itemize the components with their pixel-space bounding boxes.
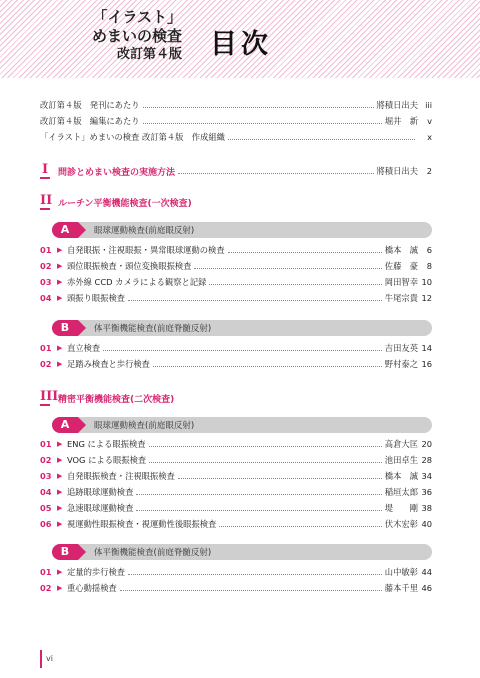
entry-page: 34 bbox=[421, 471, 432, 481]
leader-dots bbox=[128, 574, 382, 575]
entry-author: 牛尾宗貴 bbox=[384, 293, 418, 303]
arrow-icon: ▶ bbox=[57, 504, 63, 512]
toc-entry[interactable] bbox=[40, 98, 432, 112]
chapter-number: I bbox=[41, 162, 49, 177]
book-title bbox=[62, 8, 182, 64]
entry-number: 02 bbox=[40, 359, 52, 369]
chapter-title: 問診とめまい検査の実施方法 bbox=[58, 167, 176, 178]
leader-dots bbox=[136, 494, 381, 495]
toc-entry[interactable] bbox=[40, 114, 432, 128]
toc-entry[interactable] bbox=[40, 453, 432, 467]
arrow-icon: ▶ bbox=[57, 456, 63, 464]
entry-title: 定量的歩行検査 bbox=[67, 567, 126, 577]
entry-title: 自発眼振・注視眼振・異常眼球運動の検査 bbox=[67, 245, 225, 255]
entry-page: 28 bbox=[421, 455, 432, 465]
leader-dots bbox=[143, 107, 374, 108]
entry-author: 將積日出夫 bbox=[376, 100, 418, 110]
leader-dots bbox=[128, 300, 382, 301]
entry-author: 堤 剛 bbox=[384, 503, 418, 513]
toc-entry[interactable] bbox=[40, 501, 432, 515]
entry-author: 吉田友英 bbox=[384, 343, 418, 353]
leader-dots bbox=[149, 446, 382, 447]
entry-author: 橋本 誠 bbox=[384, 471, 418, 481]
leader-dots bbox=[178, 173, 373, 174]
book-title-line2: めまいの検査 bbox=[91, 27, 182, 45]
leader-dots bbox=[143, 123, 382, 124]
toc-heading: 目次 bbox=[210, 29, 272, 60]
section-bar bbox=[52, 417, 432, 433]
section-bar bbox=[52, 222, 432, 238]
entry-page: 6 bbox=[426, 245, 432, 255]
entry-title: 「イラスト」めまいの検査 改訂第４版 作成組織 bbox=[40, 132, 225, 142]
entry-number: 03 bbox=[40, 471, 52, 481]
chapter-heading[interactable] bbox=[40, 162, 432, 180]
entry-page: 20 bbox=[421, 439, 432, 449]
entry-number: 02 bbox=[40, 261, 52, 271]
leader-dots bbox=[103, 350, 382, 351]
entry-title: 頭振り眼振検査 bbox=[67, 293, 126, 303]
page-number: vi bbox=[46, 654, 53, 663]
entry-author: 岡田智幸 bbox=[384, 277, 418, 287]
arrow-icon: ▶ bbox=[57, 440, 63, 448]
section-label: 眼球運動検査(前庭眼反射) bbox=[94, 226, 195, 236]
entry-page: 40 bbox=[421, 519, 432, 529]
entry-author: 藤本千里 bbox=[384, 583, 418, 593]
entry-page: 14 bbox=[421, 343, 432, 353]
section-letter: B bbox=[52, 320, 78, 336]
entry-author: 伏木宏彰 bbox=[384, 519, 418, 529]
entry-number: 05 bbox=[40, 503, 52, 513]
book-title-line1: 「イラスト」 bbox=[92, 8, 182, 26]
entry-number: 01 bbox=[40, 245, 52, 255]
chapter-number: III bbox=[40, 389, 59, 404]
entry-number: 02 bbox=[40, 455, 52, 465]
entry-page: x bbox=[427, 132, 432, 142]
toc-entry[interactable] bbox=[40, 341, 432, 355]
leader-dots bbox=[209, 284, 381, 285]
header-band bbox=[0, 0, 480, 78]
toc-entry[interactable] bbox=[40, 275, 432, 289]
toc-entry[interactable] bbox=[40, 581, 432, 595]
arrow-icon: ▶ bbox=[57, 520, 63, 528]
entry-author: 稲垣太郎 bbox=[384, 487, 418, 497]
entry-author: 山中敏彰 bbox=[384, 567, 418, 577]
leader-dots bbox=[194, 268, 381, 269]
arrow-icon: ▶ bbox=[57, 360, 63, 368]
entry-page: 16 bbox=[421, 359, 432, 369]
section-bar bbox=[52, 544, 432, 560]
arrow-icon: ▶ bbox=[57, 568, 63, 576]
entry-number: 01 bbox=[40, 567, 52, 577]
leader-dots bbox=[153, 366, 382, 367]
leader-dots bbox=[178, 478, 382, 479]
entry-number: 02 bbox=[40, 583, 52, 593]
entry-page: 46 bbox=[421, 583, 432, 593]
entry-number: 06 bbox=[40, 519, 52, 529]
entry-page: iii bbox=[425, 100, 432, 110]
entry-number: 04 bbox=[40, 293, 52, 303]
entry-author: 池田卓生 bbox=[384, 455, 418, 465]
leader-dots bbox=[149, 462, 382, 463]
entry-title: 赤外線 CCD カメラによる観察と記録 bbox=[67, 277, 207, 287]
footer-accent-line bbox=[40, 650, 42, 668]
entry-title: 頭位眼振検査・頭位変換眼振検査 bbox=[67, 261, 192, 271]
chapter-title: ルーチン平衡機能検査(一次検査) bbox=[58, 198, 192, 209]
entry-number: 01 bbox=[40, 343, 52, 353]
entry-title: VOG による眼振検査 bbox=[67, 455, 147, 465]
entry-author: 將積日出夫 bbox=[376, 166, 418, 176]
arrow-icon: ▶ bbox=[57, 278, 63, 286]
section-label: 体平衡機能検査(前庭脊髄反射) bbox=[94, 324, 212, 334]
section-bar bbox=[52, 320, 432, 336]
leader-dots bbox=[136, 510, 381, 511]
arrow-icon: ▶ bbox=[57, 294, 63, 302]
leader-dots bbox=[228, 252, 382, 253]
arrow-icon: ▶ bbox=[57, 584, 63, 592]
toc-entry[interactable] bbox=[40, 517, 432, 531]
arrow-icon: ▶ bbox=[57, 488, 63, 496]
section-label: 眼球運動検査(前庭眼反射) bbox=[94, 421, 195, 431]
arrow-icon: ▶ bbox=[57, 246, 63, 254]
entry-author: 野村泰之 bbox=[384, 359, 418, 369]
entry-page: 44 bbox=[421, 567, 432, 577]
leader-dots bbox=[120, 590, 382, 591]
entry-title: 追跡眼球運動検査 bbox=[67, 487, 134, 497]
chapter-heading[interactable] bbox=[40, 389, 174, 407]
leader-dots bbox=[228, 139, 415, 140]
entry-title: 足踏み検査と歩行検査 bbox=[67, 359, 150, 369]
entry-page: 10 bbox=[421, 277, 432, 287]
entry-title: 改訂第４版 編集にあたり bbox=[40, 116, 140, 126]
entry-title: 視運動性眼振検査・視運動性後眼振検査 bbox=[67, 519, 217, 529]
arrow-icon: ▶ bbox=[57, 344, 63, 352]
arrow-icon: ▶ bbox=[57, 262, 63, 270]
entry-author: 高倉大匡 bbox=[384, 439, 418, 449]
toc-entry[interactable] bbox=[40, 357, 432, 371]
entry-number: 04 bbox=[40, 487, 52, 497]
chapter-heading[interactable] bbox=[40, 193, 192, 211]
entry-author: 佐藤 豪 bbox=[384, 261, 418, 271]
entry-page: 2 bbox=[426, 166, 432, 176]
chapter-title: 精密平衡機能検査(二次検査) bbox=[58, 394, 175, 405]
toc-entry[interactable] bbox=[40, 565, 432, 579]
entry-title: ENG による眼振検査 bbox=[67, 439, 146, 449]
toc-entry[interactable] bbox=[40, 259, 432, 273]
leader-dots bbox=[219, 526, 381, 527]
entry-page: v bbox=[427, 116, 432, 126]
entry-title: 自発眼振検査・注視眼振検査 bbox=[67, 471, 175, 481]
entry-page: 12 bbox=[421, 293, 432, 303]
entry-number: 01 bbox=[40, 439, 52, 449]
toc-entry[interactable] bbox=[40, 130, 432, 144]
entry-author: 堀井 新 bbox=[384, 116, 418, 126]
toc-entry[interactable] bbox=[40, 485, 432, 499]
entry-title: 直立検査 bbox=[67, 343, 101, 353]
entry-title: 急速眼球運動検査 bbox=[67, 503, 134, 513]
section-letter: A bbox=[52, 222, 78, 238]
entry-page: 36 bbox=[421, 487, 432, 497]
entry-title: 改訂第４版 発刊にあたり bbox=[40, 100, 140, 110]
section-letter: B bbox=[52, 544, 78, 560]
section-label: 体平衡機能検査(前庭脊髄反射) bbox=[94, 548, 212, 558]
toc-entry[interactable] bbox=[40, 291, 432, 305]
arrow-icon: ▶ bbox=[57, 472, 63, 480]
entry-author: 橋本 誠 bbox=[384, 245, 418, 255]
entry-page: 8 bbox=[426, 261, 432, 271]
book-title-line3: 改訂第４版 bbox=[116, 47, 182, 62]
entry-title: 重心動揺検査 bbox=[67, 583, 117, 593]
toc-entry[interactable] bbox=[40, 469, 432, 483]
toc-entry[interactable] bbox=[40, 437, 432, 451]
section-letter: A bbox=[52, 417, 78, 433]
entry-number: 03 bbox=[40, 277, 52, 287]
chapter-number: II bbox=[40, 193, 53, 208]
entry-page: 38 bbox=[421, 503, 432, 513]
toc-entry[interactable] bbox=[40, 243, 432, 257]
